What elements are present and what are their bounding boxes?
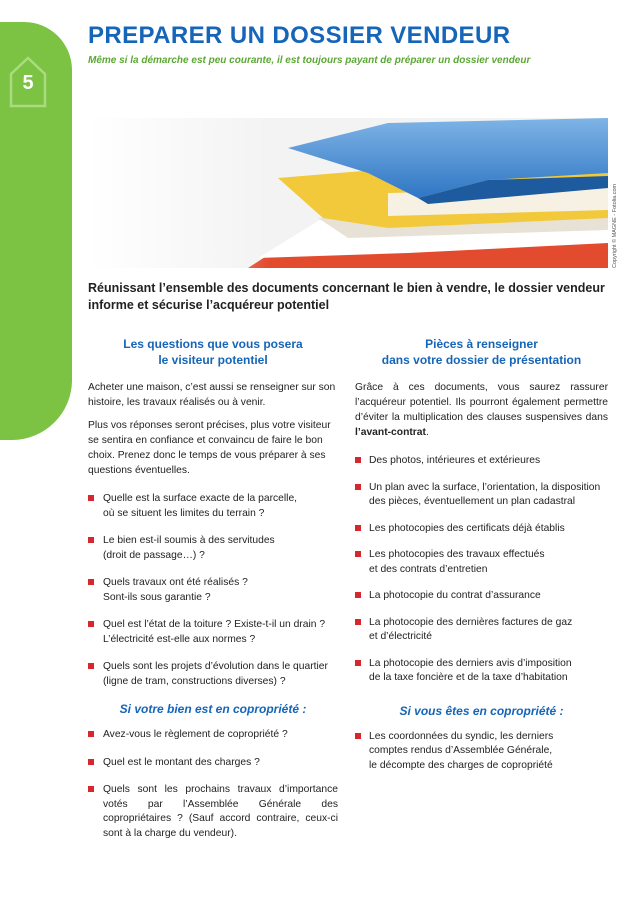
left-column bbox=[88, 336, 338, 854]
red-square-bullet-icon bbox=[88, 495, 94, 501]
list-item: Les photocopies des travaux effectués et des contrats d’entretien bbox=[355, 548, 608, 577]
list-item: Quel est l’état de la toiture ? Existe-t-il un drain ? L’électricité est-elle aux normes ? bbox=[88, 618, 338, 647]
list-item: La photocopie des dernières factures de gaz et d’électricité bbox=[355, 616, 608, 645]
green-sidebar bbox=[0, 22, 72, 440]
left-paragraph-2: Plus vos réponses seront précises, plus votre visiteur se sentira en confiance et convaincu de faire le bon choix. Prenez donc le temps de vous préparer à ses questions éventuelles. bbox=[88, 420, 331, 476]
red-square-bullet-icon bbox=[88, 537, 94, 543]
chapter-number: 5 bbox=[22, 72, 34, 94]
red-square-bullet-icon bbox=[88, 579, 94, 585]
red-square-bullet-icon bbox=[88, 663, 94, 669]
red-square-bullet-icon bbox=[355, 733, 361, 739]
red-square-bullet-icon bbox=[355, 619, 361, 625]
left-column-title: Les questions que vous posera le visiteur potentiel bbox=[123, 337, 303, 367]
folders-photo bbox=[88, 118, 608, 268]
right-paragraph: Grâce à ces documents, vous saurez rassurer l’acquéreur potentiel. Ils pourront également permettre d’éviter la multiplication des clauses suspensives dans l’avant-contrat. bbox=[355, 382, 608, 438]
list-item: Quels travaux ont été réalisés ? Sont-ils sous garantie ? bbox=[88, 576, 338, 605]
list-item: La photocopie du contrat d’assurance bbox=[355, 589, 608, 604]
red-square-bullet-icon bbox=[355, 551, 361, 557]
red-square-bullet-icon bbox=[88, 759, 94, 765]
red-square-bullet-icon bbox=[88, 731, 94, 737]
photo-copyright: Copyright © MAGNE - Fotolia.com bbox=[612, 183, 618, 268]
list-item: Les photocopies des certificats déjà établis bbox=[355, 522, 608, 537]
red-square-bullet-icon bbox=[355, 660, 361, 666]
intro-text: Réunissant l’ensemble des documents concernant le bien à vendre, le dossier vendeur informe et sécurise l’acquéreur potentiel bbox=[88, 281, 605, 312]
red-square-bullet-icon bbox=[88, 621, 94, 627]
list-item: Les coordonnées du syndic, les derniers comptes rendus d’Assemblée Générale, le décompte des charges de copropriété bbox=[355, 730, 608, 774]
list-item: Quelle est la surface exacte de la parcelle, où se situent les limites du terrain ? bbox=[88, 492, 338, 521]
list-item: Des photos, intérieures et extérieures bbox=[355, 454, 608, 469]
list-item: Le bien est-il soumis à des servitudes (droit de passage…) ? bbox=[88, 534, 338, 563]
documents-list bbox=[355, 454, 608, 686]
red-square-bullet-icon bbox=[355, 484, 361, 490]
red-square-bullet-icon bbox=[88, 786, 94, 792]
page-title: PREPARER UN DOSSIER VENDEUR bbox=[88, 22, 511, 49]
list-item: Un plan avec la surface, l’orientation, la disposition des pièces, éventuellement un plan cadastral bbox=[355, 481, 608, 510]
list-item: Quels sont les projets d’évolution dans le quartier (ligne de tram, constructions diverses) ? bbox=[88, 660, 338, 689]
copro-question-list bbox=[88, 728, 338, 841]
right-column-title: Pièces à renseigner dans votre dossier de présentation bbox=[381, 337, 582, 367]
list-item: Avez-vous le règlement de copropriété ? bbox=[88, 728, 338, 743]
right-copro-title: Si vous êtes en copropriété : bbox=[399, 703, 564, 718]
page-subtitle: Même si la démarche est peu courante, il est toujours payant de préparer un dossier vendeur bbox=[88, 55, 531, 66]
red-square-bullet-icon bbox=[355, 525, 361, 531]
left-paragraph-1: Acheter une maison, c’est aussi se renseigner sur son histoire, les travaux réalisés ou à venir. bbox=[88, 382, 336, 408]
left-copro-title: Si votre bien est en copropriété : bbox=[119, 702, 307, 716]
red-square-bullet-icon bbox=[355, 592, 361, 598]
copro-documents-list bbox=[355, 730, 608, 774]
right-column bbox=[355, 336, 608, 785]
question-list bbox=[88, 492, 338, 689]
list-item: Quels sont les prochains travaux d’importance votés par l’Assemblée Générale des copropriétaires ? (Sauf accord contraire, ceux-ci sont à la charge du vendeur). bbox=[88, 783, 338, 841]
red-square-bullet-icon bbox=[355, 457, 361, 463]
list-item: La photocopie des derniers avis d’imposition de la taxe foncière et de la taxe d’habitation bbox=[355, 657, 608, 686]
list-item: Quel est le montant des charges ? bbox=[88, 756, 338, 771]
